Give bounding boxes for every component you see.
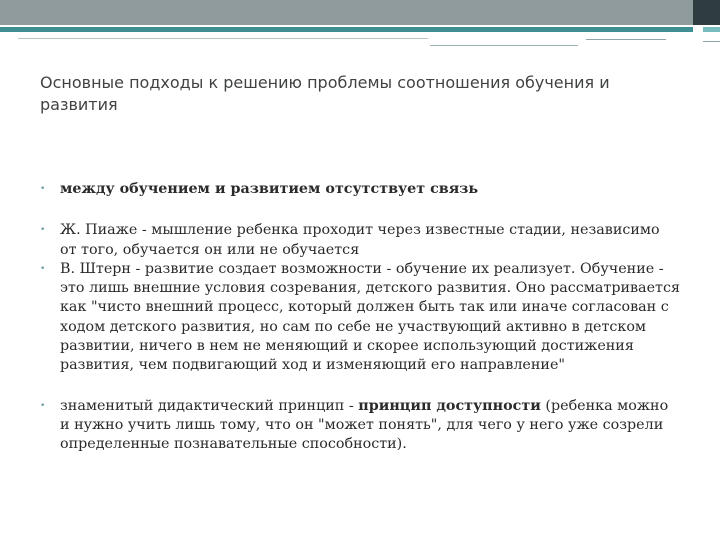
accent-line-corner (703, 27, 720, 32)
list-item (40, 260, 680, 376)
bullet-icon: • (40, 225, 46, 236)
list-item-text: между обучением и развитием отсутствует связь (60, 181, 479, 197)
list-item-text-after: (ребенка можно и нужно учить лишь тому, что он "может понять", для чего у него уже созрели определенные познавательные способности). (60, 397, 669, 453)
list-item-text: Ж. Пиаже - мышление ребенка проходит через известные стадии, независимо от того, обучается он или не обучается (60, 222, 660, 258)
list-item (40, 397, 680, 455)
list-item-text: В. Штерн - развитие создает возможности - обучение их реализует. Обучение - это лишь внешние условия созревания, детского развития. Оно рассматривается как "чисто внешний процесс, который должен быть так или иначе согласован с ходом детского развития, но сам по себе не участвующий активно в детском развитии, ничего в нем не меняющий и скорее использующий достижения развития, чем подвигающий ход и изменяющий его направление" (60, 260, 680, 374)
accent-line (0, 27, 693, 32)
list-item-text-before: знаменитый дидактический принцип - (60, 397, 359, 414)
divider-line (18, 38, 428, 39)
list-item (40, 180, 680, 199)
top-decoration-corner (693, 0, 720, 25)
list-item-text-bold: принцип доступности (358, 397, 541, 414)
divider-line (430, 45, 578, 46)
divider-line (586, 39, 666, 40)
bullet-icon: • (40, 400, 46, 411)
bullet-icon: • (40, 263, 46, 274)
bullet-icon: • (40, 184, 46, 194)
top-decoration-bar (0, 0, 693, 25)
divider-line (703, 41, 720, 42)
bullet-list (40, 180, 680, 455)
slide-title: Основные подходы к решению проблемы соотношения обучения и развития (40, 73, 610, 114)
list-item (40, 221, 680, 260)
